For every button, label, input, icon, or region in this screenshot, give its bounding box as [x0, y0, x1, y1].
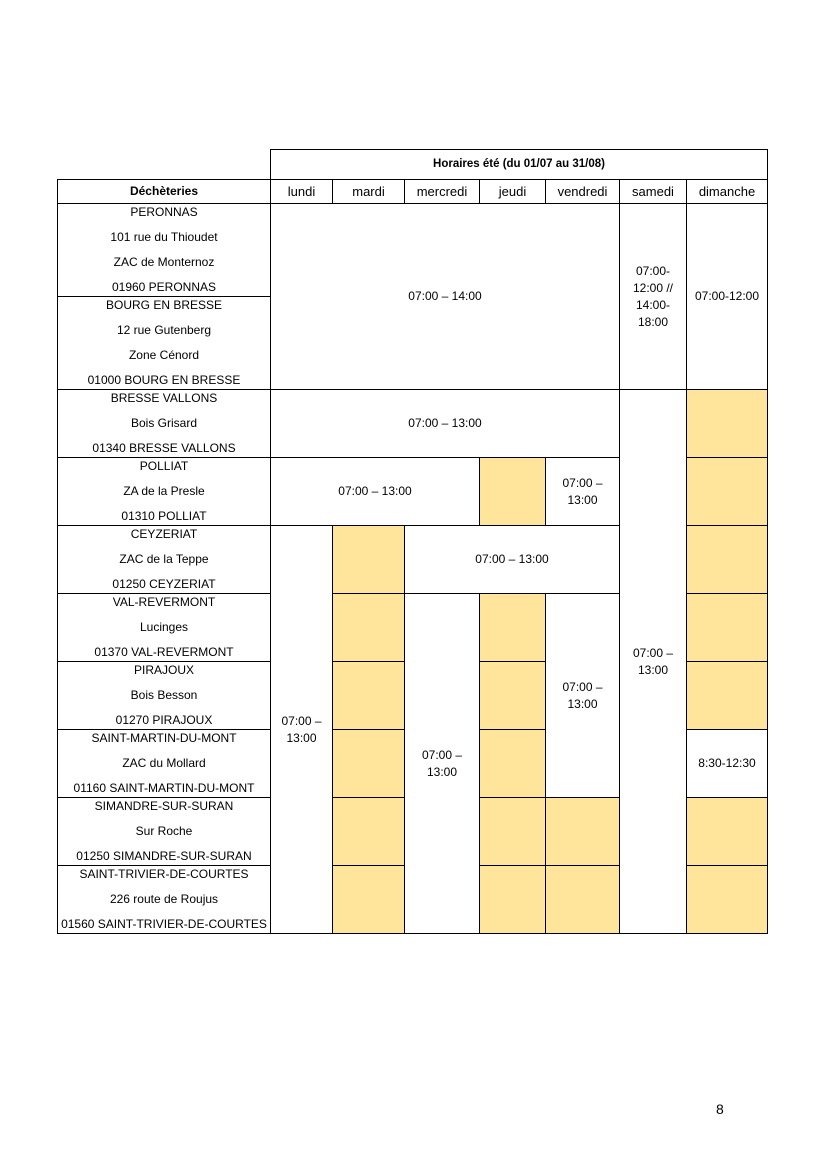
- site-city: 01160 SAINT-MARTIN-DU-MONT: [73, 781, 255, 795]
- site-city: 01370 VAL-REVERMONT: [94, 645, 234, 659]
- closed-cell: [687, 866, 768, 934]
- closed-cell: [333, 798, 405, 866]
- day-header-dimanche: dimanche: [687, 180, 768, 204]
- site-polliat: [58, 458, 271, 526]
- hours-vendredi-polliat: 07:00 – 13:00: [546, 458, 620, 526]
- hours-vendredi-common: 07:00 – 13:00: [546, 594, 620, 798]
- hours-weekdays-bresse-vallons: 07:00 – 13:00: [271, 390, 620, 458]
- site-city: 01310 POLLIAT: [121, 509, 207, 523]
- closed-cell: [333, 594, 405, 662]
- closed-cell: [687, 798, 768, 866]
- site-address: ZAC de la Teppe: [119, 552, 209, 566]
- site-address: Zone Cénord: [128, 348, 200, 362]
- site-name: CEYZERIAT: [130, 527, 198, 541]
- day-header-lundi: lundi: [271, 180, 333, 204]
- closed-cell: [480, 730, 546, 798]
- closed-cell: [333, 730, 405, 798]
- site-city: 01250 CEYZERIAT: [112, 577, 216, 591]
- day-header-mercredi: mercredi: [405, 180, 480, 204]
- site-address: 101 rue du Thioudet: [110, 230, 218, 244]
- closed-cell: [480, 594, 546, 662]
- site-address: 226 route de Roujus: [109, 892, 219, 906]
- site-name: PERONNAS: [130, 205, 198, 219]
- closed-cell: [480, 866, 546, 934]
- day-header-vendredi: vendredi: [546, 180, 620, 204]
- closed-cell: [480, 798, 546, 866]
- closed-cell: [480, 458, 546, 526]
- day-header-mardi: mardi: [333, 180, 405, 204]
- closed-cell: [687, 662, 768, 730]
- site-name: SAINT-MARTIN-DU-MONT: [91, 731, 237, 745]
- site-address: Bois Besson: [130, 688, 198, 702]
- site-ceyzeriat: [58, 526, 271, 594]
- hours-samedi-peronnas-bourg: 07:00- 12:00 // 14:00- 18:00: [620, 204, 687, 390]
- closed-cell: [687, 458, 768, 526]
- closed-cell: [546, 866, 620, 934]
- site-simandre-sur-suran: [58, 798, 271, 866]
- corner-blank: [58, 150, 271, 180]
- site-city: 01340 BRESSE VALLONS: [92, 441, 236, 455]
- closed-cell: [480, 662, 546, 730]
- page-number: 8: [716, 1101, 724, 1117]
- hours-dimanche-peronnas-bourg: 07:00-12:00: [687, 204, 768, 390]
- site-city: 01270 PIRAJOUX: [115, 713, 213, 727]
- site-name: BOURG EN BRESSE: [105, 298, 223, 312]
- site-address: Bois Grisard: [130, 416, 198, 430]
- closed-cell: [687, 594, 768, 662]
- closed-cell: [333, 866, 405, 934]
- day-header-samedi: samedi: [620, 180, 687, 204]
- site-saint-trivier-de-courtes: [58, 866, 271, 934]
- closed-cell: [687, 390, 768, 458]
- closed-cell: [333, 526, 405, 594]
- period-title: Horaires été (du 01/07 au 31/08): [271, 150, 768, 180]
- site-address: ZA de la Presle: [123, 484, 205, 498]
- site-name: POLLIAT: [139, 459, 189, 473]
- day-header-jeudi: jeudi: [480, 180, 546, 204]
- site-address: Sur Roche: [135, 824, 193, 838]
- site-name: BRESSE VALLONS: [110, 391, 218, 405]
- site-city: 01000 BOURG EN BRESSE: [87, 373, 241, 387]
- site-city: 01560 SAINT-TRIVIER-DE-COURTES: [61, 917, 267, 931]
- site-city: 01960 PERONNAS: [111, 280, 217, 294]
- site-column-header: Déchèteries: [58, 180, 271, 204]
- site-address: Lucinges: [139, 620, 189, 634]
- closed-cell: [333, 662, 405, 730]
- site-name: SIMANDRE-SUR-SURAN: [94, 799, 234, 813]
- hours-mercredi-common: 07:00 – 13:00: [405, 594, 480, 934]
- closed-cell: [687, 526, 768, 594]
- site-name: VAL-REVERMONT: [112, 595, 216, 609]
- hours-mer-ven-ceyzeriat: 07:00 – 13:00: [405, 526, 620, 594]
- site-bresse-vallons: [58, 390, 271, 458]
- site-peronnas: [58, 204, 271, 297]
- hours-dimanche-saint-martin: 8:30-12:30: [687, 730, 768, 798]
- opening-hours-table: [57, 149, 768, 934]
- hours-lundi-common: 07:00 – 13:00: [271, 526, 333, 934]
- site-name: PIRAJOUX: [133, 663, 194, 677]
- hours-lun-mer-polliat: 07:00 – 13:00: [271, 458, 480, 526]
- site-name: SAINT-TRIVIER-DE-COURTES: [79, 867, 249, 881]
- hours-weekdays-peronnas-bourg: 07:00 – 14:00: [271, 204, 620, 390]
- site-address: ZAC du Mollard: [122, 756, 206, 770]
- hours-samedi-common: 07:00 – 13:00: [620, 390, 687, 934]
- closed-cell: [546, 798, 620, 866]
- site-bourg-en-bresse: [58, 297, 271, 390]
- site-address: 12 rue Gutenberg: [116, 323, 212, 337]
- site-val-revermont: [58, 594, 271, 662]
- site-pirajoux: [58, 662, 271, 730]
- site-address: ZAC de Monternoz: [113, 255, 215, 269]
- site-saint-martin-du-mont: [58, 730, 271, 798]
- site-city: 01250 SIMANDRE-SUR-SURAN: [76, 849, 252, 863]
